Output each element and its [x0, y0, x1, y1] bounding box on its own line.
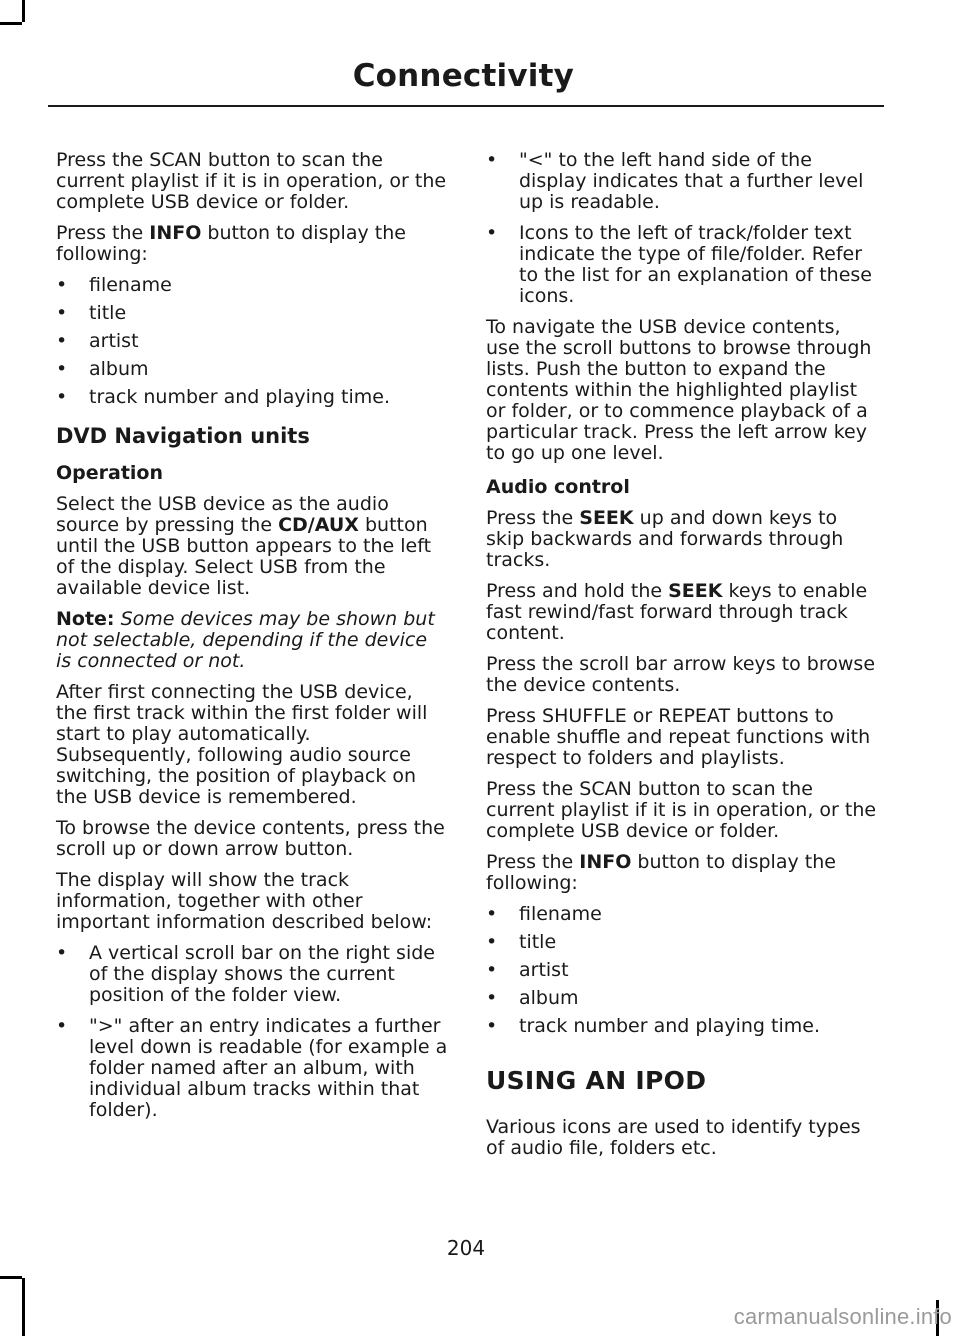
list-item: • ">" after an entry indicates a further level down is readable (for example a folder named after an album, with individual album tracks within that folder).	[56, 1016, 448, 1121]
paragraph-seek-hold: Press and hold the SEEK keys to enable fast rewind/fast forward through track content.	[486, 580, 868, 644]
crop-mark-bl-h	[0, 1276, 22, 1279]
list-item: • "<" to the left hand side of the display indicates that a further level up is readable.	[486, 150, 880, 213]
list-item: • filename	[486, 904, 880, 925]
crop-mark-tl-h	[0, 22, 22, 25]
list-item: • artist	[56, 331, 448, 352]
header-divider	[48, 105, 884, 107]
crop-mark-bl-v	[22, 1278, 25, 1336]
left-column	[56, 150, 448, 1131]
page-number: 204	[446, 1236, 486, 1260]
note-text: Some devices may be shown but not selectable, depending if the device is connected or not.	[56, 608, 435, 672]
list-item: • Icons to the left of track/folder text indicate the type of file/folder. Refer to the list for an explanation of these icons.	[486, 223, 880, 307]
list-item: • A vertical scroll bar on the right side of the display shows the current position of the folder view.	[56, 943, 448, 1006]
subheading-operation: Operation	[56, 462, 164, 484]
paragraph-select-usb: Select the USB device as the audio source by pressing the CD/AUX button until the USB button appears to the left of the display. Select USB from the available device list.	[56, 493, 432, 599]
paragraph-info: Press the INFO button to display the following:	[56, 222, 406, 265]
section-heading-ipod: USING AN IPOD	[486, 1066, 707, 1095]
right-column	[486, 150, 880, 1169]
paragraph-browse: To browse the device contents, press the scroll up or down arrow button.	[56, 817, 445, 860]
note-label: Note:	[56, 608, 115, 630]
paragraph-shuffle: Press SHUFFLE or REPEAT buttons to enable shuffle and repeat functions with respect to folders and playlists.	[486, 705, 871, 769]
watermark: carmanualsonline.info	[733, 1304, 952, 1329]
page-title: Connectivity	[352, 58, 574, 94]
paragraph-scroll-bar: Press the scroll bar arrow keys to browse the device contents.	[486, 653, 876, 696]
paragraph-scan-2: Press the SCAN button to scan the current playlist if it is in operation, or the complete USB device or folder.	[486, 778, 877, 842]
paragraph-navigate: To navigate the USB device contents, use the scroll buttons to browse through lists. Push the button to expand the contents within the highlighted playlist or folder, or to commence playback of a particular track. Press the left arrow key to go up one level.	[486, 316, 872, 464]
crop-mark-tl-v	[22, 0, 25, 22]
list-item: • artist	[486, 960, 880, 981]
paragraph-display-info: The display will show the track information, together with other important information described below:	[56, 869, 433, 933]
list-item: • title	[56, 303, 448, 324]
display-info-list	[56, 943, 448, 1121]
info-keyword: INFO	[579, 851, 632, 873]
section-heading-dvd: DVD Navigation units	[56, 424, 310, 448]
info-list	[56, 275, 448, 408]
paragraph-first-connect: After first connecting the USB device, the first track within the first folder will start to play automatically. Subsequently, following audio source switching, the position of playback on the USB device is remembered.	[56, 681, 428, 808]
seek-keyword: SEEK	[579, 507, 634, 529]
info-list-2	[486, 904, 880, 1037]
paragraph-icons: Various icons are used to identify types of audio file, folders etc.	[486, 1116, 861, 1159]
subheading-audio-control: Audio control	[486, 476, 630, 498]
info-keyword: INFO	[149, 222, 202, 244]
cdaux-keyword: CD/AUX	[278, 514, 359, 536]
display-info-list-continued	[486, 150, 880, 307]
list-item: • track number and playing time.	[486, 1016, 880, 1037]
list-item: • filename	[56, 275, 448, 296]
list-item: • album	[486, 988, 880, 1009]
seek-keyword: SEEK	[668, 580, 723, 602]
list-item: • album	[56, 359, 448, 380]
paragraph-info-2: Press the INFO button to display the following:	[486, 851, 836, 894]
list-item: • title	[486, 932, 880, 953]
note	[56, 609, 448, 672]
paragraph-seek: Press the SEEK up and down keys to skip backwards and forwards through tracks.	[486, 507, 844, 571]
list-item: • track number and playing time.	[56, 387, 448, 408]
paragraph-scan: Press the SCAN button to scan the current playlist if it is in operation, or the complete USB device or folder.	[56, 149, 447, 213]
